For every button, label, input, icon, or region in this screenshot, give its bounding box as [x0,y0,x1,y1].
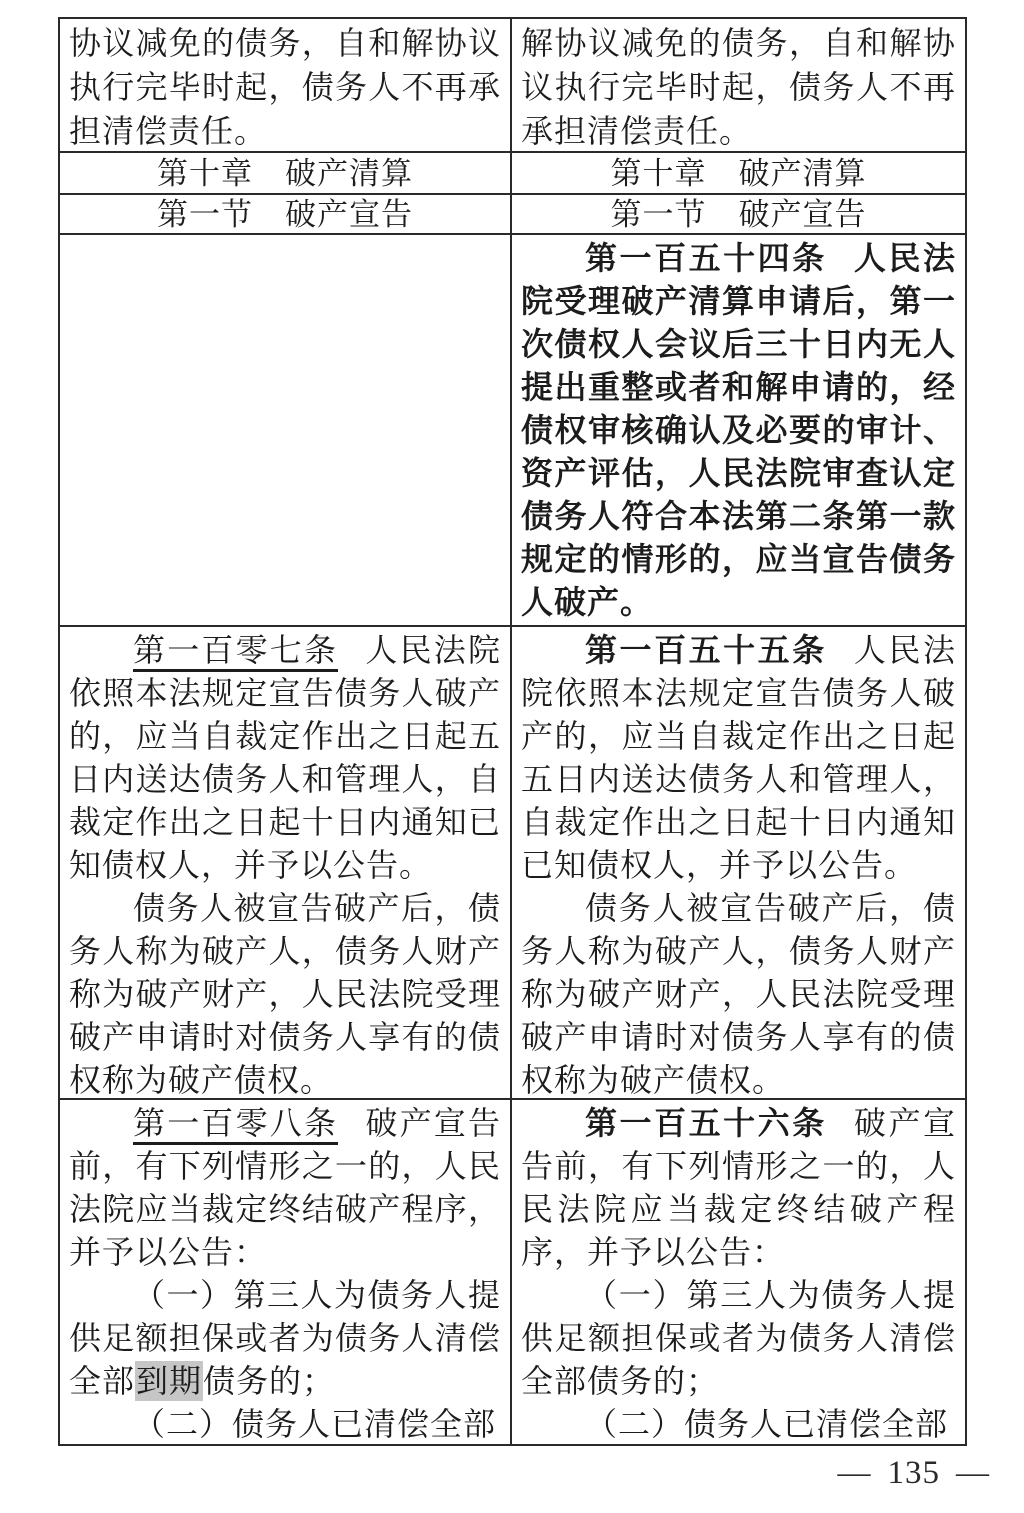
cell-current-law-empty [60,235,512,625]
table-row-continuation [60,19,965,153]
page-number-dash-left: — [837,1455,872,1491]
table-row-article-108-156 [60,1100,965,1444]
item-text: （一）第三人为债务人提供足额担保或者为债务人清偿全部 [69,1277,501,1399]
article-body: 人民法院依照本法规定宣告债务人破产的，应当自裁定作出之日起五日内送达债务人和管理人，自裁定作出之日起十日内通知已知债权人，并予以公告。 [69,632,501,883]
article-paragraph [521,1102,956,1274]
item-text: 债务的； [203,1363,336,1399]
section-heading: 第一节 破产宣告 [610,196,867,232]
cell-current-article-108 [60,1100,512,1444]
highlight-deleted-text: 到期 [136,1363,203,1399]
cell-chapter-header-left [60,153,512,193]
cell-draft-article-154 [512,235,965,625]
law-comparison-table [58,17,967,1446]
cell-draft-article-155 [512,627,965,1098]
cell-section-header-left [60,195,512,233]
cell-current-law-continuation [60,19,512,151]
section-heading: 第一节 破产宣告 [157,196,413,232]
article-number: 第一百零八条 [133,1105,338,1145]
page-number-dash-right: — [956,1455,990,1491]
article-paragraph [69,629,501,887]
article-item: （一）第三人为债务人提供足额担保或者为债务人清偿全部债务的； [521,1277,956,1399]
table-row-section-header [60,195,965,235]
cell-section-header-right [512,195,965,233]
table-row-article-154 [60,235,965,627]
article-paragraph: 债务人被宣告破产后，债务人称为破产人，债务人财产称为破产财产，人民法院受理破产申请时对债务人享有的债权称为破产债权。 [521,890,956,1098]
article-body: 破产宣告前，有下列情形之一的，人民法院应当裁定终结破产程序，并予以公告： [521,1105,956,1270]
table-row-chapter-header [60,153,965,195]
article-number: 第一百零七条 [133,632,338,672]
cell-current-article-107 [60,627,512,1098]
cell-draft-article-156 [512,1100,965,1444]
page-number-value: 135 [887,1455,940,1491]
article-body: 人民法院依照本法规定宣告债务人破产的，应当自裁定作出之日起五日内送达债务人和管理人，自裁定作出之日起十日内通知已知债权人，并予以公告。 [521,632,956,883]
paragraph: 协议减免的债务，自和解协议执行完毕时起，债务人不再承担清偿责任。 [69,25,501,149]
article-number: 第一百五十五条 [585,632,827,668]
article-number: 第一百五十六条 [585,1105,827,1141]
article-paragraph [521,629,956,887]
article-body: 人民法院受理破产清算申请后，第一次债权人会议后三十日内无人提出重整或者和解申请的，经债权审核确认及必要的审计、资产评估，人民法院审查认定债务人符合本法第二条第一款规定的情形的，应当宣告债务人破产。 [521,240,956,620]
article-paragraph: 债务人被宣告破产后，债务人称为破产人，债务人财产称为破产财产，人民法院受理破产申请时对债务人享有的债权称为破产债权。 [69,890,501,1098]
chapter-heading: 第十章 破产清算 [610,155,867,191]
article-paragraph [521,237,956,624]
chapter-heading: 第十章 破产清算 [157,155,413,191]
article-paragraph [69,1102,501,1274]
article-item: （二）债务人已清偿全部 [133,1406,497,1442]
cell-chapter-header-right [512,153,965,193]
paragraph: 解协议减免的债务，自和解协议执行完毕时起，债务人不再承担清偿责任。 [521,25,956,149]
table-row-article-107-155 [60,627,965,1100]
article-number: 第一百五十四条 [585,240,827,276]
page-number [838,1455,991,1492]
article-item: （二）债务人已清偿全部 [585,1406,949,1442]
cell-draft-law-continuation [512,19,965,151]
article-body: 破产宣告前，有下列情形之一的，人民法院应当裁定终结破产程序，并予以公告： [69,1105,501,1270]
article-item [69,1274,501,1403]
